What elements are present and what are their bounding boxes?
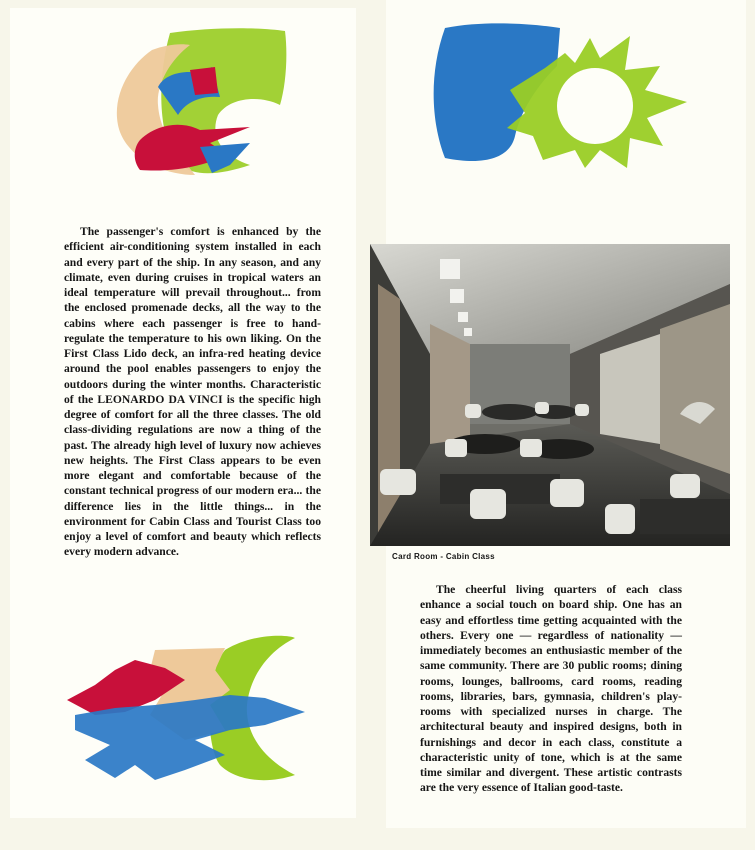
abstract-sun-illustration-top-right (425, 18, 695, 188)
living-quarters-article-text: The cheerful living quarters of each class enhance a social touch on board ship. One has an easy and effortless time getting acquainted with the others. Every one — regardless of nationality — immediately becomes an enthusiastic member of the same community. There are 30 public rooms; dining rooms, lounges, ballrooms, card rooms, reading rooms, libraries, bars, gymnasia, children's play-rooms with specialized nurses in charge. The architectural beauty and inspired designs, both in furnishings and decor in each class, constitute a characteristic unity of tone, which is at the same time similar and divergent. These artistic contrasts are the very essence of Italian good-taste. (420, 583, 682, 795)
abstract-moon-illustration-top-left (100, 25, 300, 185)
card-room-photo (370, 244, 730, 546)
comfort-article-text: The passenger's comfort is enhanced by the efficient air-conditioning system installed in each and every part of the ship. In any season, and any climate, even during cruises in tropical waters an ideal temperature will prevail throughout... from the enclosed promenade decks, all the way to the cabins where each passenger is free to hand-regulate the temperature to his own liking. On the First Class Lido deck, an infra-red heating device around the pool enables passengers to enjoy the outdoors during the winter months. Characteristic of the LEONARDO DA VINCI is the specific high degree of comfort for all the three classes. The old class-dividing regulations are now a thing of the past. The already high level of luxury now achieves new heights. The First Class appears to be even more elegant and comfortable because of the constant technical progress of our modern era... the difference lies in the little things... in the environment for Cabin Class and Tourist Class too enjoy a level of comfort and beauty which reflects every modern advance. (64, 225, 321, 559)
photo-caption: Card Room - Cabin Class (392, 552, 495, 561)
abstract-fish-illustration-bottom-left (55, 630, 315, 790)
